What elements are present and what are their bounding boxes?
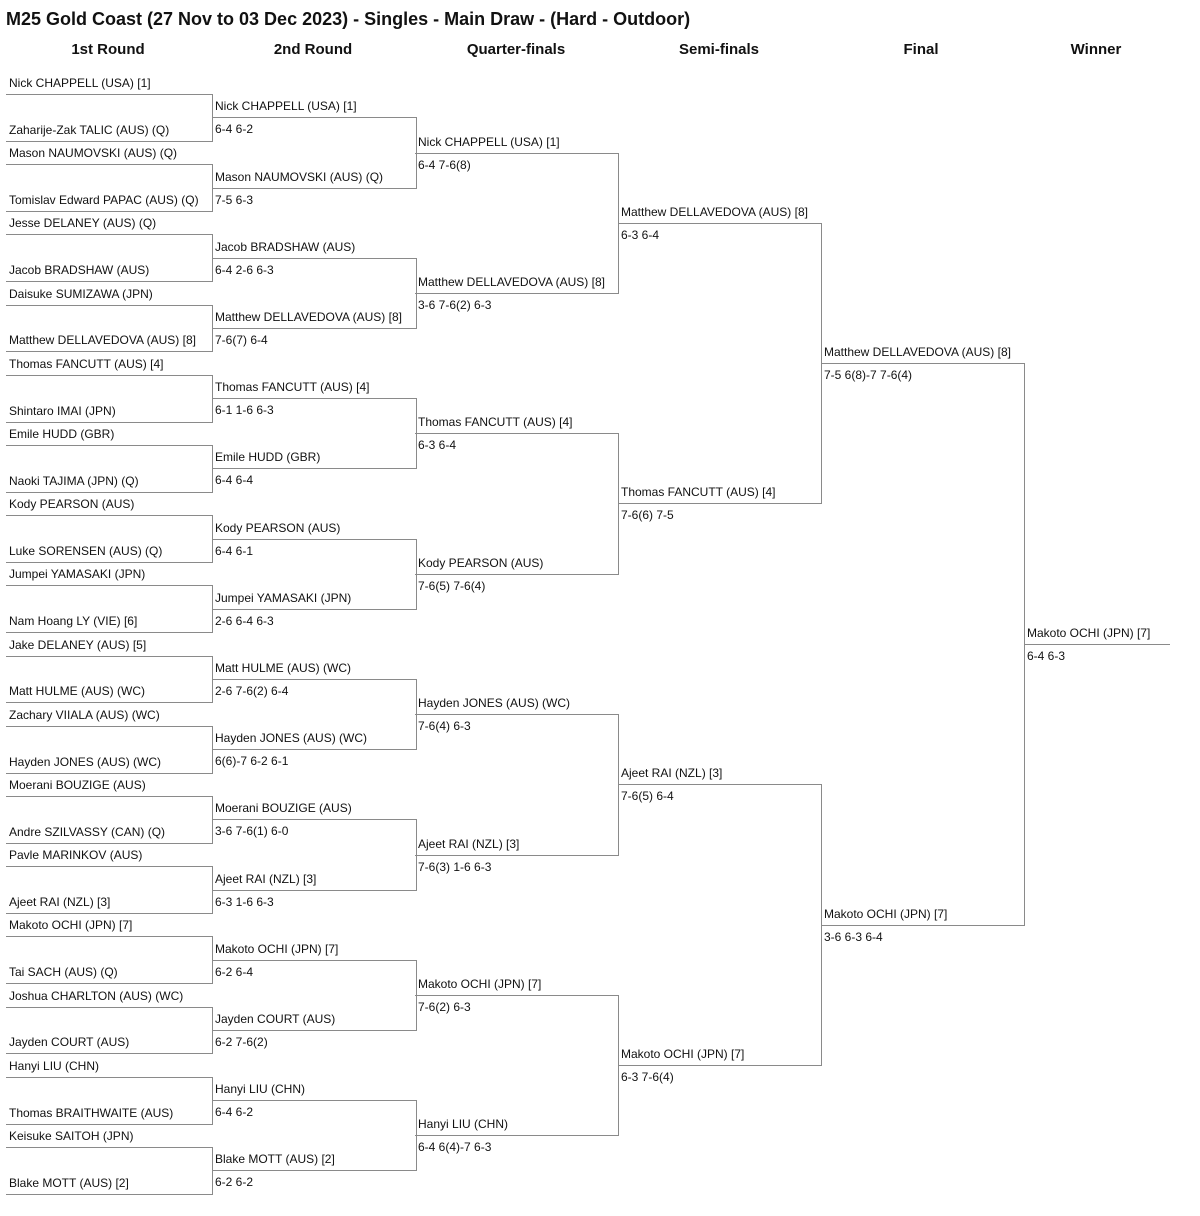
match-score: 2-6 6-4 6-3 <box>215 614 274 628</box>
player-name: Jumpei YAMASAKI (JPN) <box>215 591 352 605</box>
player-name: Matthew DELLAVEDOVA (AUS) [8] <box>215 310 402 324</box>
bracket-line <box>212 1170 416 1171</box>
bracket-connector <box>618 433 619 575</box>
bracket-line <box>6 281 212 282</box>
player-name: Kody PEARSON (AUS) <box>9 497 135 511</box>
player-name: Ajeet RAI (NZL) [3] <box>621 766 723 780</box>
bracket-line <box>6 1077 212 1078</box>
player-name: Daisuke SUMIZAWA (JPN) <box>9 287 153 301</box>
page-title: M25 Gold Coast (27 Nov to 03 Dec 2023) - Singles - Main Draw - (Hard - Outdoor) <box>6 9 691 29</box>
player-name: Makoto OCHI (JPN) [7] <box>9 918 133 932</box>
match-score: 6-3 6-4 <box>621 228 660 242</box>
player-name: Jayden COURT (AUS) <box>215 1012 336 1026</box>
bracket-line <box>618 1065 821 1066</box>
player-name: Hayden JONES (AUS) (WC) <box>418 696 571 710</box>
bracket-line <box>415 714 618 715</box>
match-score: 7-6(4) 6-3 <box>418 719 471 733</box>
player-name: Jacob BRADSHAW (AUS) <box>215 240 356 254</box>
bracket-connector <box>618 714 619 856</box>
player-name: Matthew DELLAVEDOVA (AUS) [8] <box>418 275 605 289</box>
player-name: Hayden JONES (AUS) (WC) <box>215 731 368 745</box>
bracket-line <box>212 609 416 610</box>
player-name: Joshua CHARLTON (AUS) (WC) <box>9 989 184 1003</box>
round-header: Semi-finals <box>678 41 760 58</box>
bracket-line <box>415 574 618 575</box>
match-score: 7-6(3) 1-6 6-3 <box>418 860 492 874</box>
player-name: Nam Hoang LY (VIE) [6] <box>9 614 138 628</box>
player-name: Ajeet RAI (NZL) [3] <box>215 872 317 886</box>
bracket-line <box>6 211 212 212</box>
player-name: Thomas FANCUTT (AUS) [4] <box>418 415 573 429</box>
player-name: Kody PEARSON (AUS) <box>215 521 341 535</box>
player-name: Mason NAUMOVSKI (AUS) (Q) <box>9 146 178 160</box>
player-name: Tai SACH (AUS) (Q) <box>9 965 118 979</box>
bracket-line <box>6 726 212 727</box>
bracket-line <box>6 515 212 516</box>
bracket-line <box>618 784 821 785</box>
match-score: 6-3 6-4 <box>418 438 457 452</box>
bracket-connector <box>212 796 213 844</box>
match-score: 6-3 1-6 6-3 <box>215 895 274 909</box>
match-score: 6-4 2-6 6-3 <box>215 263 274 277</box>
bracket-line <box>6 656 212 657</box>
player-name: Ajeet RAI (NZL) [3] <box>418 837 520 851</box>
bracket-line <box>6 375 212 376</box>
bracket-line <box>6 1053 212 1054</box>
bracket-line <box>212 328 416 329</box>
bracket-line <box>212 117 416 118</box>
player-name: Matthew DELLAVEDOVA (AUS) [8] <box>9 333 196 347</box>
match-score: 6-3 7-6(4) <box>621 1070 674 1084</box>
match-score: 7-5 6(8)-7 7-6(4) <box>824 368 913 382</box>
match-score: 6-2 6-4 <box>215 965 254 979</box>
player-name: Zaharije-Zak TALIC (AUS) (Q) <box>9 123 170 137</box>
bracket-line <box>6 305 212 306</box>
bracket-line <box>1024 644 1170 645</box>
bracket-line <box>212 679 416 680</box>
player-name: Makoto OCHI (JPN) [7] <box>621 1047 745 1061</box>
bracket-line <box>6 492 212 493</box>
match-score: 7-5 6-3 <box>215 193 254 207</box>
bracket-line <box>6 702 212 703</box>
round-header: 1st Round <box>71 41 145 58</box>
player-name: Pavle MARINKOV (AUS) <box>9 848 143 862</box>
bracket-line <box>415 433 618 434</box>
match-score: 6-1 1-6 6-3 <box>215 403 274 417</box>
round-header: Quarter-finals <box>466 41 566 58</box>
bracket-line <box>212 398 416 399</box>
player-name: Kody PEARSON (AUS) <box>418 556 544 570</box>
bracket-line <box>212 1100 416 1101</box>
match-score: 6-4 6-4 <box>215 473 254 487</box>
bracket-line <box>415 153 618 154</box>
match-score: 7-6(5) 6-4 <box>621 789 674 803</box>
player-name: Thomas FANCUTT (AUS) [4] <box>621 485 776 499</box>
bracket-line <box>6 351 212 352</box>
match-score: 6-4 6-1 <box>215 544 254 558</box>
round-header: 2nd Round <box>273 41 353 58</box>
player-name: Thomas BRAITHWAITE (AUS) <box>9 1106 174 1120</box>
match-score: 7-6(6) 7-5 <box>621 508 674 522</box>
player-name: Naoki TAJIMA (JPN) (Q) <box>9 474 139 488</box>
match-score: 7-6(5) 7-6(4) <box>418 579 486 593</box>
player-name: Emile HUDD (GBR) <box>9 427 115 441</box>
player-name: Nick CHAPPELL (USA) [1] <box>9 76 151 90</box>
bracket-line <box>6 164 212 165</box>
bracket-line <box>212 258 416 259</box>
bracket-line <box>212 468 416 469</box>
bracket-line <box>6 234 212 235</box>
bracket-line <box>212 890 416 891</box>
bracket-line <box>6 866 212 867</box>
player-name: Keisuke SAITOH (JPN) <box>9 1129 134 1143</box>
player-name: Jake DELANEY (AUS) [5] <box>9 638 147 652</box>
player-name: Blake MOTT (AUS) [2] <box>215 1152 335 1166</box>
player-name: Jacob BRADSHAW (AUS) <box>9 263 150 277</box>
match-score: 6-4 6(4)-7 6-3 <box>418 1140 492 1154</box>
player-name: Matt HULME (AUS) (WC) <box>9 684 145 698</box>
bracket-line <box>6 141 212 142</box>
bracket-connector <box>212 94 213 142</box>
player-name: Nick CHAPPELL (USA) [1] <box>418 135 560 149</box>
bracket-connector <box>212 445 213 493</box>
match-score: 3-6 7-6(2) 6-3 <box>418 298 492 312</box>
player-name: Moerani BOUZIGE (AUS) <box>215 801 352 815</box>
bracket-line <box>6 843 212 844</box>
bracket-line <box>415 1135 618 1136</box>
player-name: Makoto OCHI (JPN) [7] <box>1027 626 1151 640</box>
player-name: Hanyi LIU (CHN) <box>215 1082 306 1096</box>
bracket-line <box>6 1147 212 1148</box>
bracket-line <box>6 936 212 937</box>
player-name: Makoto OCHI (JPN) [7] <box>215 942 339 956</box>
bracket-line <box>212 960 416 961</box>
match-score: 6-4 6-2 <box>215 1105 254 1119</box>
match-score: 6-4 7-6(8) <box>418 158 471 172</box>
match-score: 7-6(7) 6-4 <box>215 333 268 347</box>
bracket-line <box>6 445 212 446</box>
player-name: Blake MOTT (AUS) [2] <box>9 1176 129 1190</box>
player-name: Tomislav Edward PAPAC (AUS) (Q) <box>9 193 199 207</box>
match-score: 7-6(2) 6-3 <box>418 1000 471 1014</box>
bracket-line <box>821 925 1024 926</box>
match-score: 3-6 6-3 6-4 <box>824 930 883 944</box>
bracket-line <box>618 223 821 224</box>
bracket-line <box>6 773 212 774</box>
match-score: 6-2 7-6(2) <box>215 1035 268 1049</box>
player-name: Makoto OCHI (JPN) [7] <box>418 977 542 991</box>
player-name: Hanyi LIU (CHN) <box>418 1117 509 1131</box>
bracket-line <box>212 188 416 189</box>
player-name: Andre SZILVASSY (CAN) (Q) <box>9 825 166 839</box>
match-score: 3-6 7-6(1) 6-0 <box>215 824 289 838</box>
match-score: 6-4 6-3 <box>1027 649 1066 663</box>
player-name: Moerani BOUZIGE (AUS) <box>9 778 146 792</box>
player-name: Hanyi LIU (CHN) <box>9 1059 100 1073</box>
player-name: Matt HULME (AUS) (WC) <box>215 661 351 675</box>
bracket-line <box>6 913 212 914</box>
bracket-line <box>618 503 821 504</box>
player-name: Matthew DELLAVEDOVA (AUS) [8] <box>621 205 808 219</box>
bracket-connector <box>212 375 213 423</box>
player-name: Hayden JONES (AUS) (WC) <box>9 755 162 769</box>
match-score: 6-2 6-2 <box>215 1175 254 1189</box>
player-name: Makoto OCHI (JPN) [7] <box>824 907 948 921</box>
player-name: Matthew DELLAVEDOVA (AUS) [8] <box>824 345 1011 359</box>
bracket-connector <box>212 726 213 774</box>
bracket-line <box>212 749 416 750</box>
player-name: Ajeet RAI (NZL) [3] <box>9 895 111 909</box>
bracket-connector <box>212 1147 213 1195</box>
bracket-line <box>6 422 212 423</box>
player-name: Jayden COURT (AUS) <box>9 1035 130 1049</box>
player-name: Mason NAUMOVSKI (AUS) (Q) <box>215 170 384 184</box>
bracket-line <box>6 562 212 563</box>
bracket-line <box>821 363 1024 364</box>
bracket-line <box>415 293 618 294</box>
player-name: Emile HUDD (GBR) <box>215 450 321 464</box>
bracket-line <box>6 1194 212 1195</box>
bracket-line <box>212 819 416 820</box>
bracket-connector <box>212 1077 213 1125</box>
bracket-line <box>6 983 212 984</box>
bracket-line <box>6 632 212 633</box>
bracket-line <box>212 1030 416 1031</box>
round-header: Winner <box>1070 41 1122 58</box>
player-name: Thomas FANCUTT (AUS) [4] <box>9 357 164 371</box>
round-header: Final <box>903 41 939 58</box>
bracket-line <box>6 1007 212 1008</box>
bracket-line <box>415 855 618 856</box>
player-name: Luke SORENSEN (AUS) (Q) <box>9 544 163 558</box>
bracket-line <box>6 585 212 586</box>
bracket-line <box>6 1124 212 1125</box>
bracket-line <box>6 94 212 95</box>
player-name: Zachary VIIALA (AUS) (WC) <box>9 708 160 722</box>
match-score: 6(6)-7 6-2 6-1 <box>215 754 289 768</box>
player-name: Jesse DELANEY (AUS) (Q) <box>9 216 157 230</box>
match-score: 2-6 7-6(2) 6-4 <box>215 684 289 698</box>
bracket-line <box>415 995 618 996</box>
player-name: Thomas FANCUTT (AUS) [4] <box>215 380 370 394</box>
bracket-line <box>212 539 416 540</box>
player-name: Nick CHAPPELL (USA) [1] <box>215 99 357 113</box>
match-score: 6-4 6-2 <box>215 122 254 136</box>
player-name: Jumpei YAMASAKI (JPN) <box>9 567 146 581</box>
bracket-line <box>6 796 212 797</box>
player-name: Shintaro IMAI (JPN) <box>9 404 116 418</box>
